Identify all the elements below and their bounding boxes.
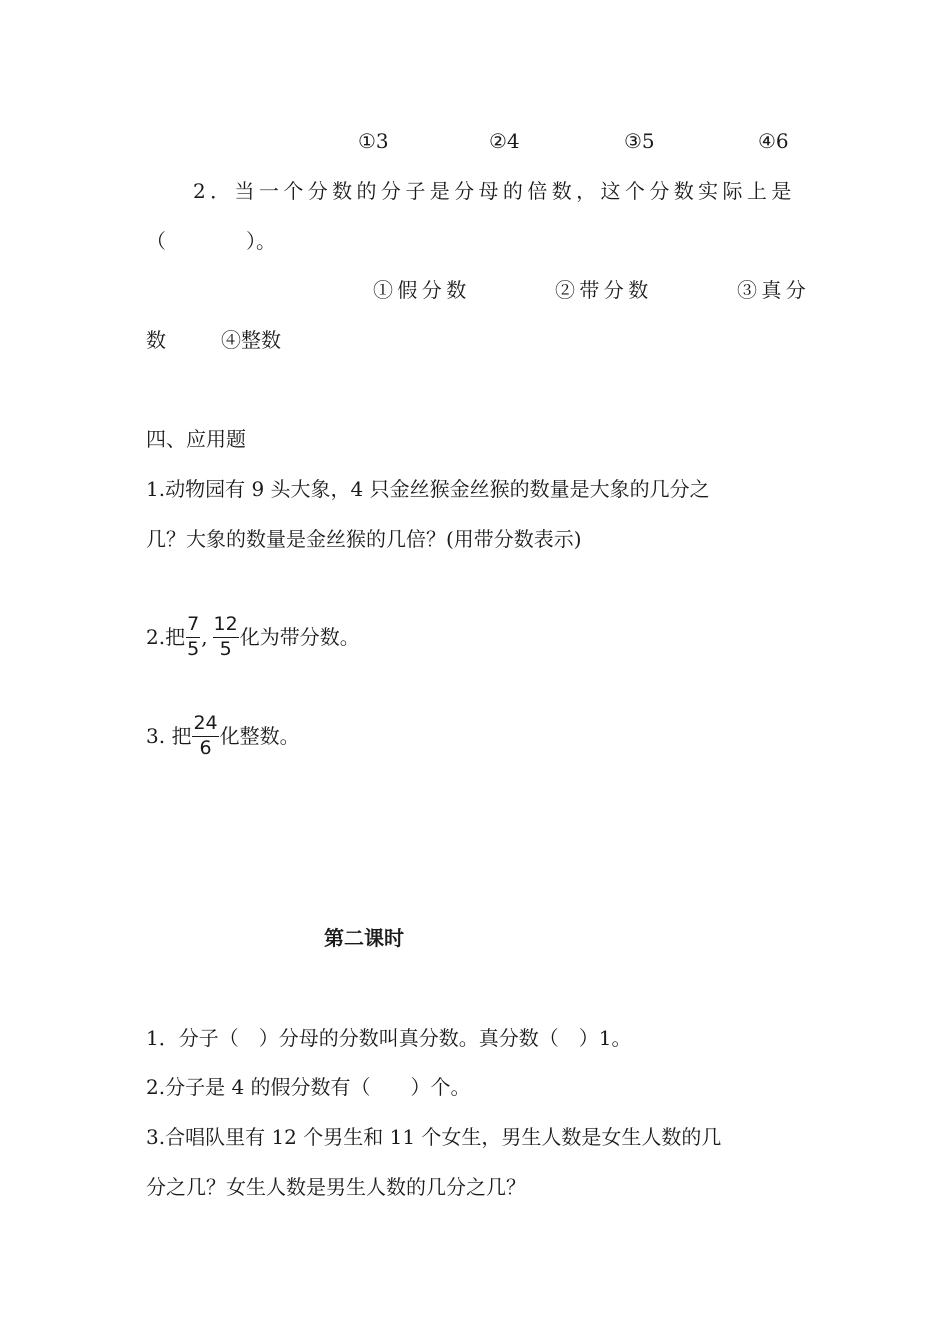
lesson2-question-1: 1．分子（ ）分母的分数叫真分数。真分数（ ）1。 (146, 1026, 632, 1050)
lesson2-question-3-line1: 3.合唱队里有 12 个男生和 11 个女生，男生人数是女生人数的几 (146, 1125, 722, 1149)
q2-text-line2: （ ）。 (146, 229, 276, 253)
fraction-numerator: 12 (213, 615, 239, 638)
q2-option-3-continued: 数 (146, 328, 166, 352)
word-problem-2 (146, 615, 360, 660)
q2-option-4: ④整数 (221, 328, 281, 352)
word-problem-3 (146, 714, 300, 759)
word-problem-1-line2: 几？大象的数量是金丝猴的几倍？(用带分数表示) (146, 527, 582, 551)
q1-option-4: ④6 (758, 129, 789, 153)
fraction-denominator: 5 (187, 637, 200, 660)
fraction-7-5 (186, 615, 200, 660)
word-problem-2-suffix: 化为带分数。 (239, 625, 360, 650)
q1-option-2: ②4 (489, 129, 520, 153)
fraction-numerator: 24 (192, 714, 218, 737)
q2-option-3: ③真分 (737, 278, 811, 302)
q1-option-3: ③5 (624, 129, 655, 153)
lesson-title: 第二课时 (324, 926, 404, 950)
fraction-12-5 (213, 615, 239, 660)
lesson2-question-2: 2.分子是 4 的假分数有（ ）个。 (146, 1075, 471, 1099)
q1-option-1: ①3 (358, 129, 389, 153)
word-problem-2-prefix: 2.把 (146, 625, 186, 650)
fraction-denominator: 6 (199, 736, 212, 759)
word-problem-1-line1: 1.动物园有 9 头大象，4 只金丝猴金丝猴的数量是大象的几分之 (146, 477, 710, 501)
q2-text-line1: 2．当一个分数的分子是分母的倍数，这个分数实际上是 (193, 179, 796, 203)
word-problem-3-suffix: 化整数。 (219, 724, 300, 749)
fraction-denominator: 5 (219, 637, 232, 660)
q2-option-1: ①假分数 (373, 278, 471, 302)
q2-option-2: ②带分数 (555, 278, 653, 302)
word-problem-3-prefix: 3. 把 (146, 724, 192, 749)
section-heading: 四、应用题 (146, 427, 246, 451)
fraction-24-6 (192, 714, 218, 759)
lesson2-question-3-line2: 分之几？女生人数是男生人数的几分之几？ (146, 1175, 526, 1199)
fraction-numerator: 7 (186, 615, 200, 638)
fraction-separator: , (201, 625, 208, 650)
